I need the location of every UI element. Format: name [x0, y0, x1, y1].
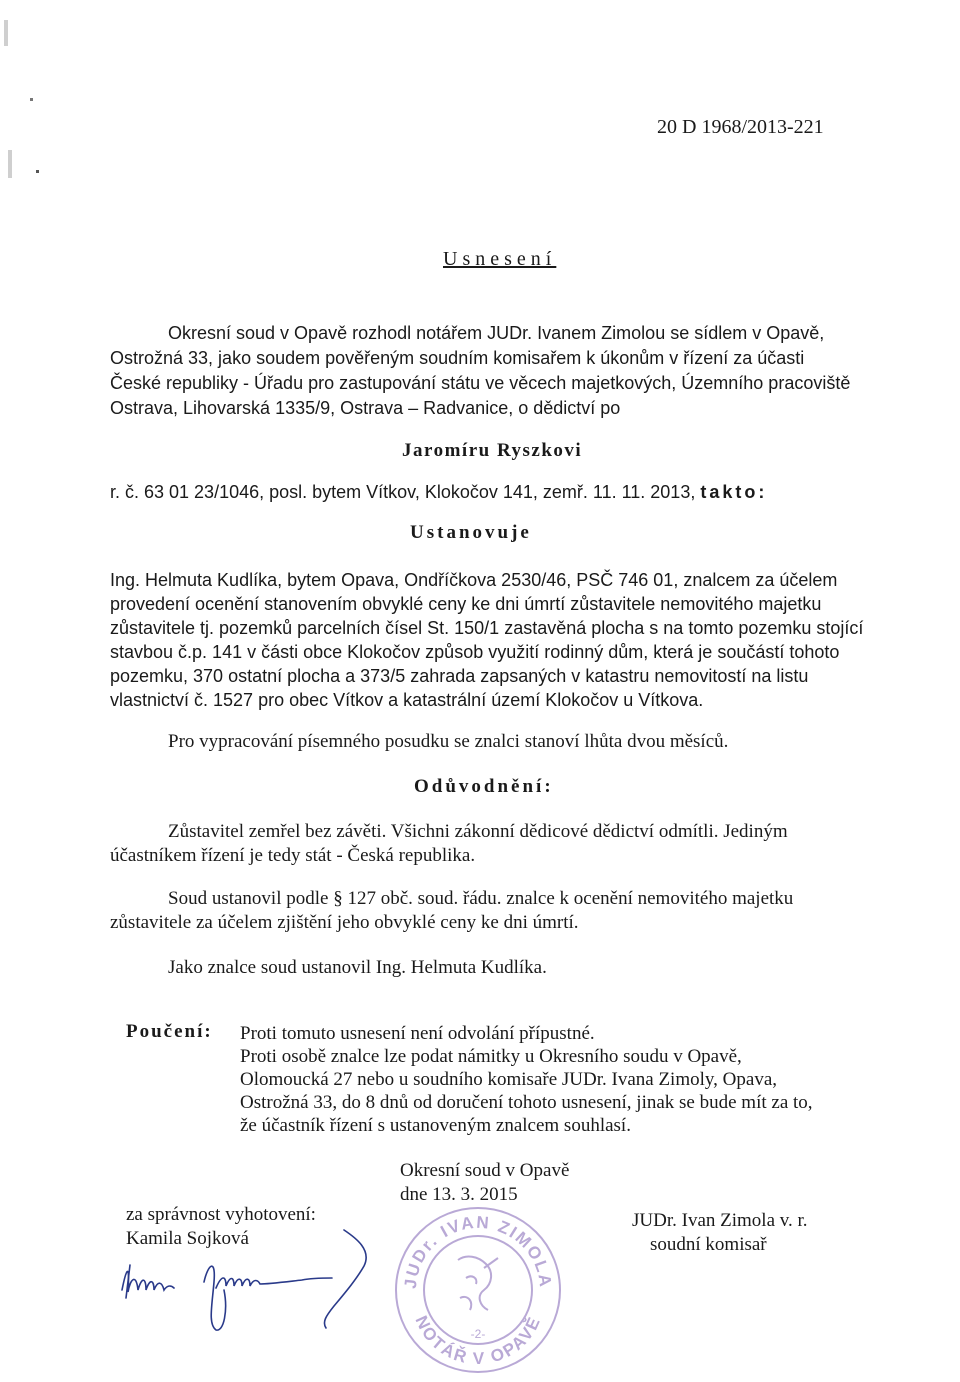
reason-line: Zůstavitel zemřel bez závěti. Všichni zákonní dědicové dědictví odmítli. Jediným	[168, 821, 788, 842]
reason-line: Jako znalce soud ustanovil Ing. Helmuta Kudlíka.	[168, 957, 547, 978]
intro-line: Ostrožná 33, jako soudem pověřeným soudním komisařem k úkonům v řízení za účasti	[110, 348, 805, 368]
court-place: Okresní soud v Opavě	[400, 1160, 570, 1181]
scan-mark	[8, 150, 12, 178]
decision-line: vlastnictví č. 1527 pro obec Vítkov a katastrální území Klokočov u Vítkova.	[110, 690, 704, 710]
decision-line: zůstavitele tj. pozemků parcelních čísel St. 150/1 zastavěná plocha s na tomto pozemku stojící	[110, 618, 864, 638]
svg-text:-2-: -2-	[470, 1327, 486, 1341]
document-title: Usnesení	[443, 248, 557, 270]
reason-line: účastníkem řízení je tedy stát - Česká republika.	[110, 845, 476, 866]
reason-line: Soud ustanovil podle § 127 obč. soud. řádu. znalce k ocenění nemovitého majetku	[168, 888, 794, 909]
copy-label: za správnost vyhotovení:	[126, 1204, 316, 1225]
scan-mark	[4, 20, 8, 46]
decision-line: stavbou č.p. 141 v části obce Klokočov způsob využití rodinný dům, která je součástí tohoto	[110, 642, 840, 662]
notice-line: Proti osobě znalce lze podat námitky u Okresního soudu v Opavě,	[240, 1046, 742, 1067]
handwritten-signature	[112, 1220, 372, 1340]
decision-line: Ing. Helmuta Kudlíka, bytem Opava, Ondříčkova 2530/46, PSČ 746 01, znalcem za účelem	[110, 570, 838, 590]
takto-word: takto:	[700, 482, 768, 502]
signer-role: soudní komisař	[650, 1234, 767, 1255]
scan-mark	[36, 170, 39, 173]
notary-seal	[388, 1198, 568, 1378]
decision-line: pozemku, 370 ostatní plocha a 373/5 zahrada zapsaných v katastru nemovitostí na listu	[110, 666, 809, 686]
decision-line: provedení ocenění stanovením obvyklé ceny ke dni úmrtí zůstavitele nemovitého majetku	[110, 594, 822, 614]
copy-name: Kamila Sojková	[126, 1228, 249, 1249]
notice-label: Poučení:	[126, 1021, 213, 1042]
notice-line: Ostrožná 33, do 8 dnů od doručení tohoto usnesení, jinak se bude mít za to,	[240, 1092, 813, 1113]
heading-oduvodneni: Odůvodnění:	[414, 776, 554, 797]
notice-line: Olomoucká 27 nebo u soudního komisaře JUDr. Ivana Zimoly, Opava,	[240, 1069, 778, 1090]
birth-line-text: r. č. 63 01 23/1046, posl. bytem Vítkov, Klokočov 141, zemř. 11. 11. 2013,	[110, 482, 696, 502]
heading-ustanovuje: Ustanovuje	[410, 522, 532, 543]
svg-text:NOTÁŘ V OPAVĚ: NOTÁŘ V OPAVĚ	[411, 1312, 545, 1369]
signer-name: JUDr. Ivan Zimola v. r.	[632, 1210, 808, 1231]
scan-mark	[30, 98, 33, 101]
deceased-name: Jaromíru Ryszkovi	[402, 440, 583, 461]
deadline-line: Pro vypracování písemného posudku se znalci stanoví lhůta dvou měsíců.	[168, 731, 729, 752]
intro-line: České republiky - Úřadu pro zastupování státu ve věcech majetkových, Územního pracoviště	[110, 373, 851, 393]
svg-text:JUDr. IVAN ZIMOLA: JUDr. IVAN ZIMOLA	[400, 1212, 556, 1290]
intro-line: Ostrava, Lihovarská 1335/9, Ostrava – Radvanice, o dědictví po	[110, 398, 621, 418]
file-number: 20 D 1968/2013-221	[657, 116, 824, 138]
reason-line: zůstavitele za účelem zjištění jeho obvyklé ceny ke dni úmrtí.	[110, 912, 579, 933]
intro-line: Okresní soud v Opavě rozhodl notářem JUDr. Ivanem Zimolou se sídlem v Opavě,	[168, 323, 825, 343]
notice-line: Proti tomuto usnesení není odvolání přípustné.	[240, 1023, 595, 1044]
birth-line	[110, 481, 767, 503]
court-date: dne 13. 3. 2015	[400, 1184, 518, 1205]
notice-line: že účastník řízení s ustanoveným znalcem souhlasí.	[240, 1115, 631, 1136]
